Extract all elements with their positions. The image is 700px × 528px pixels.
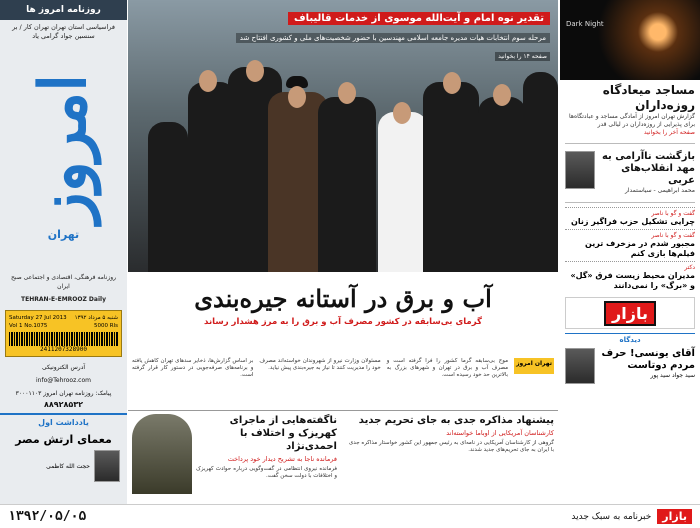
story-card[interactable] [128, 411, 341, 504]
right-feature-author: محمد ابراهیمی - سیاستمدار [624, 187, 695, 194]
list-item-kicker: گفت و گو با ناصر [651, 210, 695, 217]
masthead-top-label: روزنامه امروز ها [0, 0, 127, 20]
masthead-info: روزنامه فرهنگی، اقتصادی و اجتماعی صبح ایران [10, 274, 117, 290]
bottom-right [571, 509, 692, 524]
logo-small-text: تهران [47, 227, 80, 241]
right-story-title[interactable]: مساجد میعادگاه روزه‌داران [602, 83, 695, 112]
opinion-avatar [565, 348, 595, 384]
hero-subtitle: مرحله سوم انتخابات هیات مدیره جامعه اسلامی مهندسین با حضور شخصیت‌های ملی و کشوری افتتاح شد [236, 33, 550, 43]
right-feature-avatar [565, 151, 595, 189]
list-item-title[interactable]: مدیران محیط زیست فرق «گل» و «برگ» را نمی‌دانند [570, 271, 695, 290]
right-story-text: گزارش تهران امروز از آمادگی مساجد و عبادتگاه‌ها برای پذیرایی از روزه‌داران در لیالی قدر [568, 113, 695, 128]
photo-face [493, 84, 511, 106]
right-list [560, 207, 700, 293]
photo-face [288, 86, 306, 108]
opinion-author: سید جواد سید پور [650, 372, 695, 379]
list-item-title[interactable]: چرایی تشکیل حزب فراگیر زنان [571, 217, 695, 226]
opinion-item[interactable] [560, 346, 700, 386]
story-body: فرمانده نیروی انتظامی در گفت‌وگویی درباره حوادث کهریزک و اختلافات با دولت سخن گفت. [196, 466, 337, 479]
list-item[interactable] [565, 207, 695, 229]
issue-volume: Vol 1 No.1075 [9, 323, 48, 329]
list-item-title[interactable]: مجبور شدم در مزخرف ترین فیلم‌ها بازی کنم [585, 239, 695, 258]
photo-figure [318, 97, 376, 272]
list-item-kicker: گفت و گو با ناصر [651, 232, 695, 239]
contact-email[interactable]: info@Tehrooz.com [36, 377, 91, 384]
site-logo[interactable]: بازار [657, 509, 692, 524]
masthead-latin: TEHRAN-E-EMROOZ Daily [21, 296, 106, 303]
hero-kicker[interactable]: تقدیر نوه امام و آیت‌الله موسوی از خدمات قالیباف [288, 12, 550, 25]
story-text [196, 414, 337, 501]
masthead [0, 0, 127, 504]
photo-figure [378, 112, 428, 272]
right-column [560, 0, 700, 504]
lower-stories [128, 410, 558, 504]
list-item[interactable] [565, 261, 695, 293]
main-subheadline: گرمای بی‌سابقه در کشور مصرف آب و برق را به مرز هشدار رساند [204, 317, 482, 327]
main-headline-block [128, 274, 558, 360]
story-title[interactable]: پیشنهاد مذاکره جدی به جای تحریم جدید [358, 415, 554, 426]
issue-date-latin: Saturday 27 Jul 2013 [9, 315, 67, 321]
first-note-author [3, 448, 124, 484]
issue-date: ۱۳۹۲/۰۵/۰۵ [8, 509, 87, 524]
photo-face [199, 70, 217, 92]
bottom-bar [0, 504, 700, 528]
story-card[interactable] [345, 411, 558, 504]
story-subtitle: کارشناسان آمریکایی از اوباما خواسته‌اند [446, 429, 554, 437]
right-story-more-link[interactable]: صفحه آخر را بخوانید [643, 129, 695, 136]
author-avatar [94, 450, 120, 482]
story-subtitle: فرمانده ناجا به تشریح دیدار خود پرداخت [227, 455, 337, 463]
right-photo[interactable] [560, 0, 700, 80]
photo-face [246, 60, 264, 82]
body-column: بر اساس گزارش‌ها، ذخایر سدهای تهران کاهش یافته و برنامه‌های صرفه‌جویی در دستور کار قرار گرفته است. [132, 358, 254, 378]
issue-row [9, 322, 118, 330]
hero-photo[interactable] [128, 0, 558, 272]
ad-banner[interactable] [565, 297, 695, 329]
first-note[interactable] [0, 413, 127, 487]
list-item[interactable] [565, 229, 695, 261]
hero-caption[interactable]: صفحه ۱۴ را بخوانید [495, 52, 550, 61]
author-name: حجت الله کاظمی [46, 462, 90, 470]
divider [565, 202, 695, 203]
story-title[interactable]: ناگفته‌هایی از ماجرای کهریزک و اختلاف با احمدی‌نژاد [229, 415, 337, 452]
photo-face [393, 102, 411, 124]
photo-figure [148, 122, 188, 272]
contact-sms: پیامک: روزنامه تهران امروز ۳۰۰۰۱۱۰۳ [15, 390, 112, 397]
photo-face [443, 72, 461, 94]
main-headline[interactable]: آب و برق در آستانه جیره‌بندی [194, 284, 492, 313]
issue-price: 5000 Rls [94, 323, 118, 329]
headline-body [128, 358, 558, 406]
right-photo-caption: Dark Night [566, 20, 604, 28]
right-feature[interactable] [560, 148, 700, 198]
right-story[interactable] [560, 80, 700, 139]
ad-logo: بازار [604, 301, 656, 326]
photo-figure [423, 82, 479, 272]
issue-box [5, 310, 122, 357]
opinion-text [599, 348, 695, 384]
hero-headline-block [128, 6, 558, 44]
story-body: گروهی از کارشناسان آمریکایی در نامه‌ای به رئیس جمهور این کشور خواستار مذاکره جدی با ایران به جای تحریم‌های جدید شدند. [349, 440, 554, 453]
photo-figure [478, 97, 526, 272]
opinion-heading: دیدگاه [565, 333, 695, 344]
photo-face [338, 82, 356, 104]
contact-line: آدرس الکترونیکی [41, 364, 86, 371]
barcode-number: 2411207328900 [40, 346, 87, 353]
barcode-icon [9, 332, 118, 346]
bottom-caption: خبرنامه به سبک جدید [571, 511, 652, 522]
right-feature-text [599, 151, 695, 195]
phone-number: ۸۸۹۲۸۵۳۲ [43, 400, 84, 409]
divider [565, 143, 695, 144]
right-feature-title[interactable]: بازگشت ناآرامی به مهد انقلاب‌های عربی [601, 151, 695, 186]
first-note-heading: یادداشت اول [38, 418, 89, 427]
body-column: موج بی‌سابقه گرما کشور را فرا گرفته است و مصرف آب و برق در تهران و شهرهای بزرگ به بالاترین حد خود رسیده است. [386, 358, 509, 378]
body-column: مسئولان وزارت نیرو از شهروندان خواسته‌اند مصرف خود را مدیریت کنند تا نیاز به جیره‌بندی پیش نیاید. [259, 358, 381, 371]
first-note-title[interactable]: معمای ارتش مصر [15, 433, 112, 446]
list-item-kicker: دکتر [684, 264, 695, 271]
opinion-title[interactable]: آقای یونسی! حرف مردم دوتاست [601, 348, 695, 371]
logo-text: امروز [25, 74, 101, 224]
source-tag: تهران امروز [514, 358, 554, 374]
issue-row [9, 314, 118, 322]
story-photo [132, 414, 192, 494]
newspaper-logo [6, 50, 121, 265]
photo-figure [523, 72, 558, 272]
issue-date-persian: شنبه ۵ مرداد ۱۳۹۲ [74, 315, 118, 321]
masthead-subtitle: فراسیاسی استان تهران تهران کار / بر سنسین جواد گرامی یاد [12, 23, 115, 40]
